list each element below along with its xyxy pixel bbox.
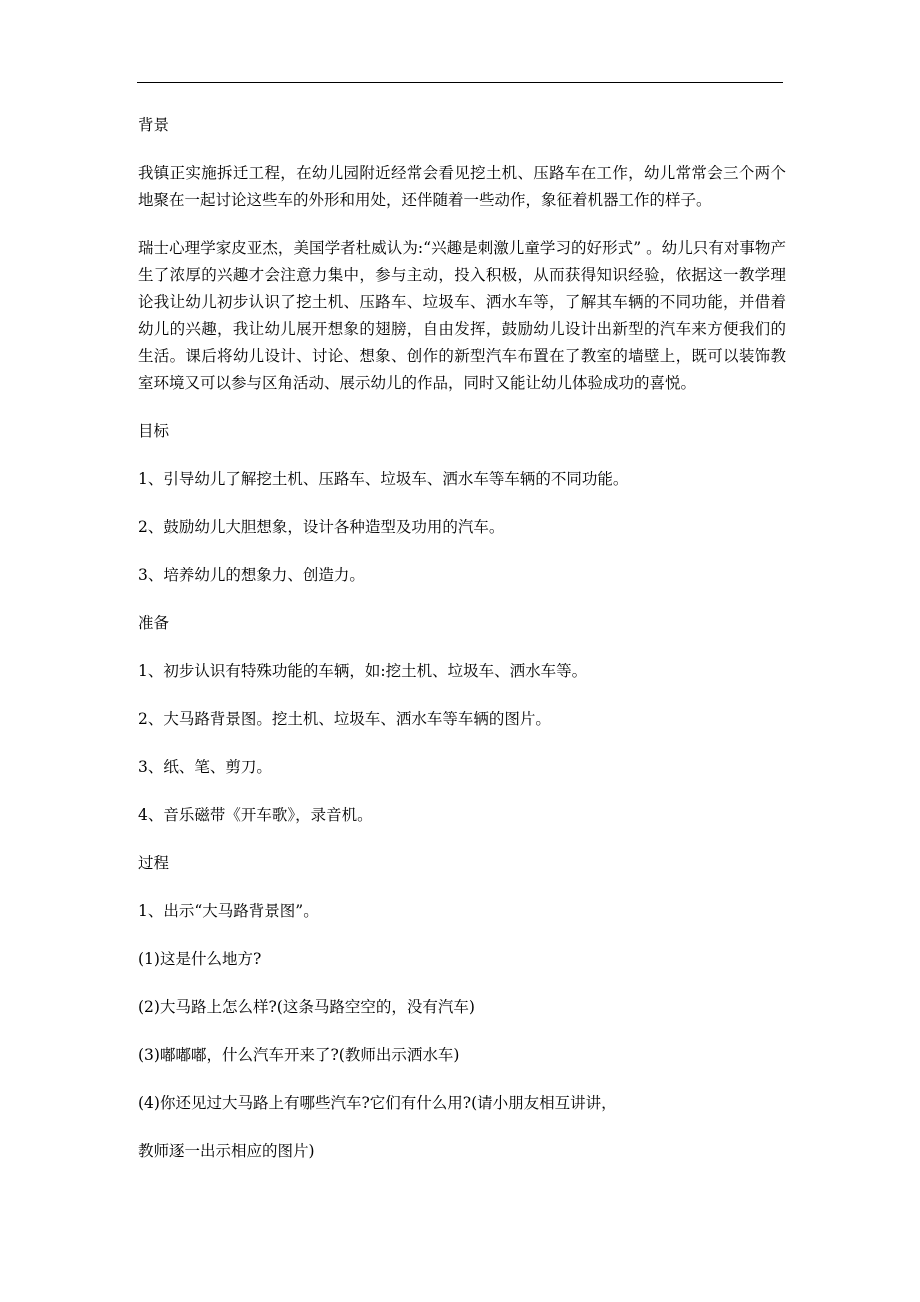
list-item: 1、出示“大马路背景图”。 (138, 902, 319, 920)
list-item: (4)你还见过大马路上有哪些汽车?它们有什么用?(请小朋友相互讲讲， (138, 1094, 617, 1112)
list-item: (2)大马路上怎么样?(这条马路空空的，没有汽车) (138, 998, 475, 1016)
paragraph: 瑞士心理学家皮亚杰，美国学者杜威认为:“兴趣是刺激儿童学习的好形式” 。幼儿只有对事物产生了浓厚的兴趣才会注意力集中，参与主动，投入积极，从而获得知识经验，依据这一教学理论我让幼儿初步认识了挖土机、压路车、垃圾车、洒水车等，了解其车辆的不同功能，并借着幼儿的兴趣，我让幼儿展开想象的翅膀，自由发挥，鼓励幼儿设计出新型的汽车来方便我们的生活。课后将幼儿设计、讨论、想象、创作的新型汽车布置在了教室的墙壁上，既可以装饰教室环境又可以参与区角活动、展示幼儿的作品，同时又能让幼儿体验成功的喜悦。 (138, 239, 786, 392)
list-item: 1、引导幼儿了解挖土机、压路车、垃圾车、洒水车等车辆的不同功能。 (138, 470, 629, 488)
list-item: 3、纸、笔、剪刀。 (138, 758, 272, 776)
list-item: 2、鼓励幼儿大胆想象，设计各种造型及功用的汽车。 (138, 518, 505, 536)
section-heading-goals: 目标 (138, 422, 170, 440)
header-rule (137, 82, 783, 83)
document-body (138, 112, 786, 1186)
list-item: 3、培养幼儿的想象力、创造力。 (138, 566, 365, 584)
list-item: 1、初步认识有特殊功能的车辆，如:挖土机、垃圾车、洒水车等。 (138, 662, 588, 680)
list-item: (1)这是什么地方? (138, 950, 262, 968)
paragraph: 我镇正实施拆迁工程，在幼儿园附近经常会看见挖土机、压路车在工作，幼儿常常会三个两个地聚在一起讨论这些车的外形和用处，还伴随着一些动作，象征着机器工作的样子。 (138, 164, 786, 209)
section-heading-background: 背景 (138, 116, 170, 134)
list-item: 2、大马路背景图。挖土机、垃圾车、洒水车等车辆的图片。 (138, 710, 551, 728)
list-item: 4、音乐磁带《开车歌》，录音机。 (138, 806, 373, 824)
section-heading-process: 过程 (138, 854, 170, 872)
list-item: (3)嘟嘟嘟，什么汽车开来了?(教师出示洒水车) (138, 1046, 460, 1064)
list-item: 教师逐一出示相应的图片) (138, 1142, 315, 1160)
section-heading-preparation: 准备 (138, 614, 170, 632)
